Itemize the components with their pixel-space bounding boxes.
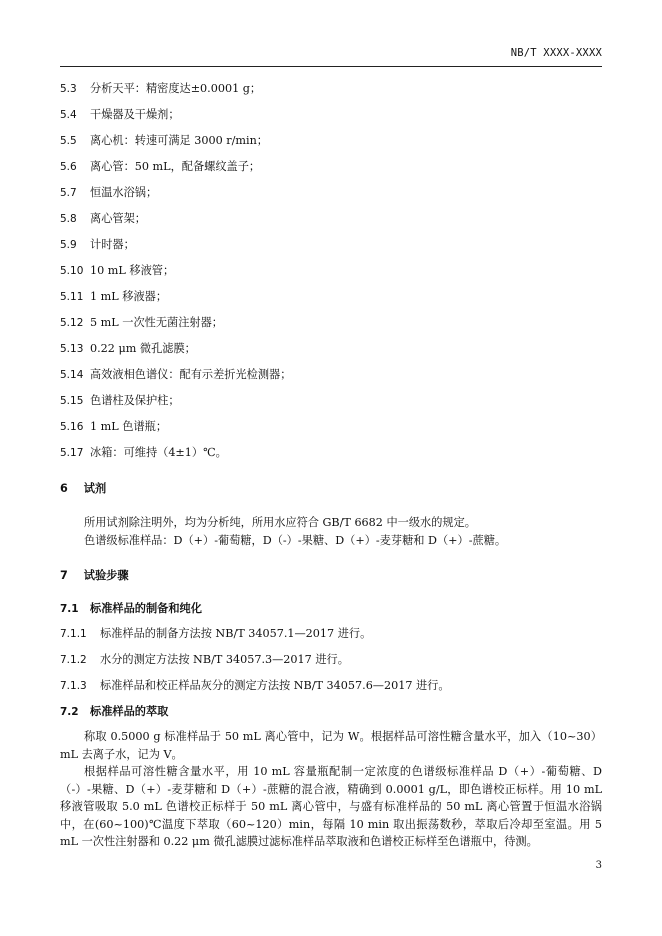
document-code: NB/T XXXX-XXXX [510, 47, 602, 59]
clause-text: 标准样品的制备方法按 NB/T 34057.1—2017 进行。 [100, 627, 372, 640]
subsection-7-2-heading [60, 705, 168, 719]
list-item [60, 186, 157, 200]
clause-7-1-2 [60, 653, 349, 667]
clause-number: 7.1.3 [60, 680, 87, 692]
clause-7-1-3 [60, 679, 450, 693]
list-item [60, 82, 261, 96]
item-text: 冰箱：可维持（4±1）℃。 [90, 446, 227, 459]
item-number: 5.10 [60, 265, 84, 277]
list-item [60, 212, 146, 226]
item-number: 5.3 [60, 83, 77, 95]
item-number: 5.17 [60, 447, 84, 459]
item-text: 离心管架； [90, 212, 146, 225]
item-number: 5.9 [60, 239, 77, 251]
list-item [60, 238, 135, 252]
subsection-title: 标准样品的萃取 [90, 705, 169, 718]
clause-text: 标准样品和校正样品灰分的测定方法按 NB/T 34057.6—2017 进行。 [100, 679, 450, 692]
section-title: 试验步骤 [83, 569, 129, 582]
item-text: 分析天平：精密度达±0.0001 g； [90, 82, 262, 95]
list-item [60, 368, 291, 382]
subsection-number: 7.1 [60, 603, 79, 615]
paragraph: 色谱级标准样品：D（+）-葡萄糖，D（-）-果糖、D（+）-麦芽糖和 D（+）-蔗糖。 [84, 533, 507, 547]
list-item [60, 446, 227, 460]
section-number: 7 [60, 569, 68, 582]
subsection-7-1-heading [60, 602, 202, 616]
item-text: 10 mL 移液管； [90, 264, 175, 277]
item-number: 5.8 [60, 213, 77, 225]
section-6-body [60, 514, 602, 549]
list-item [60, 394, 180, 408]
section-7-heading [60, 569, 129, 583]
item-text: 干燥器及干燥剂； [90, 108, 180, 121]
item-number: 5.4 [60, 109, 77, 121]
item-number: 5.15 [60, 395, 84, 407]
list-item [60, 316, 223, 330]
item-text: 离心管：50 mL，配备螺纹盖子； [90, 160, 261, 173]
list-item [60, 108, 180, 122]
list-item [60, 290, 167, 304]
list-item [60, 134, 268, 148]
clause-number: 7.1.1 [60, 628, 87, 640]
section-title: 试剂 [83, 482, 107, 495]
item-text: 恒温水浴锅； [90, 186, 158, 199]
paragraph: 所用试剂除注明外，均为分析纯，所用水应符合 GB/T 6682 中一级水的规定。 [84, 516, 476, 529]
subsection-title: 标准样品的制备和纯化 [90, 602, 202, 615]
paragraph: 根据样品可溶性糖含量水平，用 10 mL 容量瓶配制一定浓度的色谱级标准样品 D（+）-葡萄糖、D（-）-果糖、D（+）-麦芽糖和 D（+）-蔗糖的混合液，精确到 0.0001 g/L，即色谱校正标样。用 10 mL 移液管吸取 5.0 mL 色谱校正标样于 50 mL 离心管中，与盛有标准样品的 50 mL 离心管置于恒温水浴锅中，在(60~100)℃温度下萃取（60~120）min，每隔 10 min 取出振荡数秒，萃取后冷却至室温。用 5 mL 一次性注射器和 0.22 μm 微孔滤膜过滤标准样品萃取液和色谱校正标样至色谱瓶中，待测。 [60, 765, 602, 848]
subsection-number: 7.2 [60, 706, 79, 718]
item-text: 离心机：转速可满足 3000 r/min； [90, 134, 268, 147]
clause-7-1-1 [60, 627, 371, 641]
section-number: 6 [60, 482, 68, 495]
item-text: 计时器； [90, 238, 135, 251]
item-number: 5.11 [60, 291, 84, 303]
section-7-2-body [60, 728, 602, 851]
list-item [60, 342, 196, 356]
header-rule [60, 66, 602, 67]
item-number: 5.14 [60, 369, 84, 381]
clause-text: 水分的测定方法按 NB/T 34057.3—2017 进行。 [100, 653, 349, 666]
list-item [60, 264, 174, 278]
paragraph: 称取 0.5000 g 标准样品于 50 mL 离心管中，记为 W。根据样品可溶性糖含量水平，加入（10~30）mL 去离子水，记为 V。 [60, 730, 602, 761]
item-number: 5.13 [60, 343, 84, 355]
item-number: 5.5 [60, 135, 77, 147]
item-text: 1 mL 移液器； [90, 290, 168, 303]
section-6-heading [60, 482, 106, 496]
item-number: 5.7 [60, 187, 77, 199]
item-number: 5.12 [60, 317, 84, 329]
clause-number: 7.1.2 [60, 654, 87, 666]
item-text: 1 mL 色谱瓶； [90, 420, 168, 433]
item-text: 色谱柱及保护柱； [90, 394, 180, 407]
list-item [60, 420, 167, 434]
item-number: 5.16 [60, 421, 84, 433]
item-text: 5 mL 一次性无菌注射器； [90, 316, 223, 329]
page-number: 3 [595, 860, 602, 871]
list-item [60, 160, 260, 174]
item-number: 5.6 [60, 161, 77, 173]
item-text: 0.22 μm 微孔滤膜； [90, 342, 196, 355]
item-text: 高效液相色谱仪：配有示差折光检测器； [90, 368, 292, 381]
